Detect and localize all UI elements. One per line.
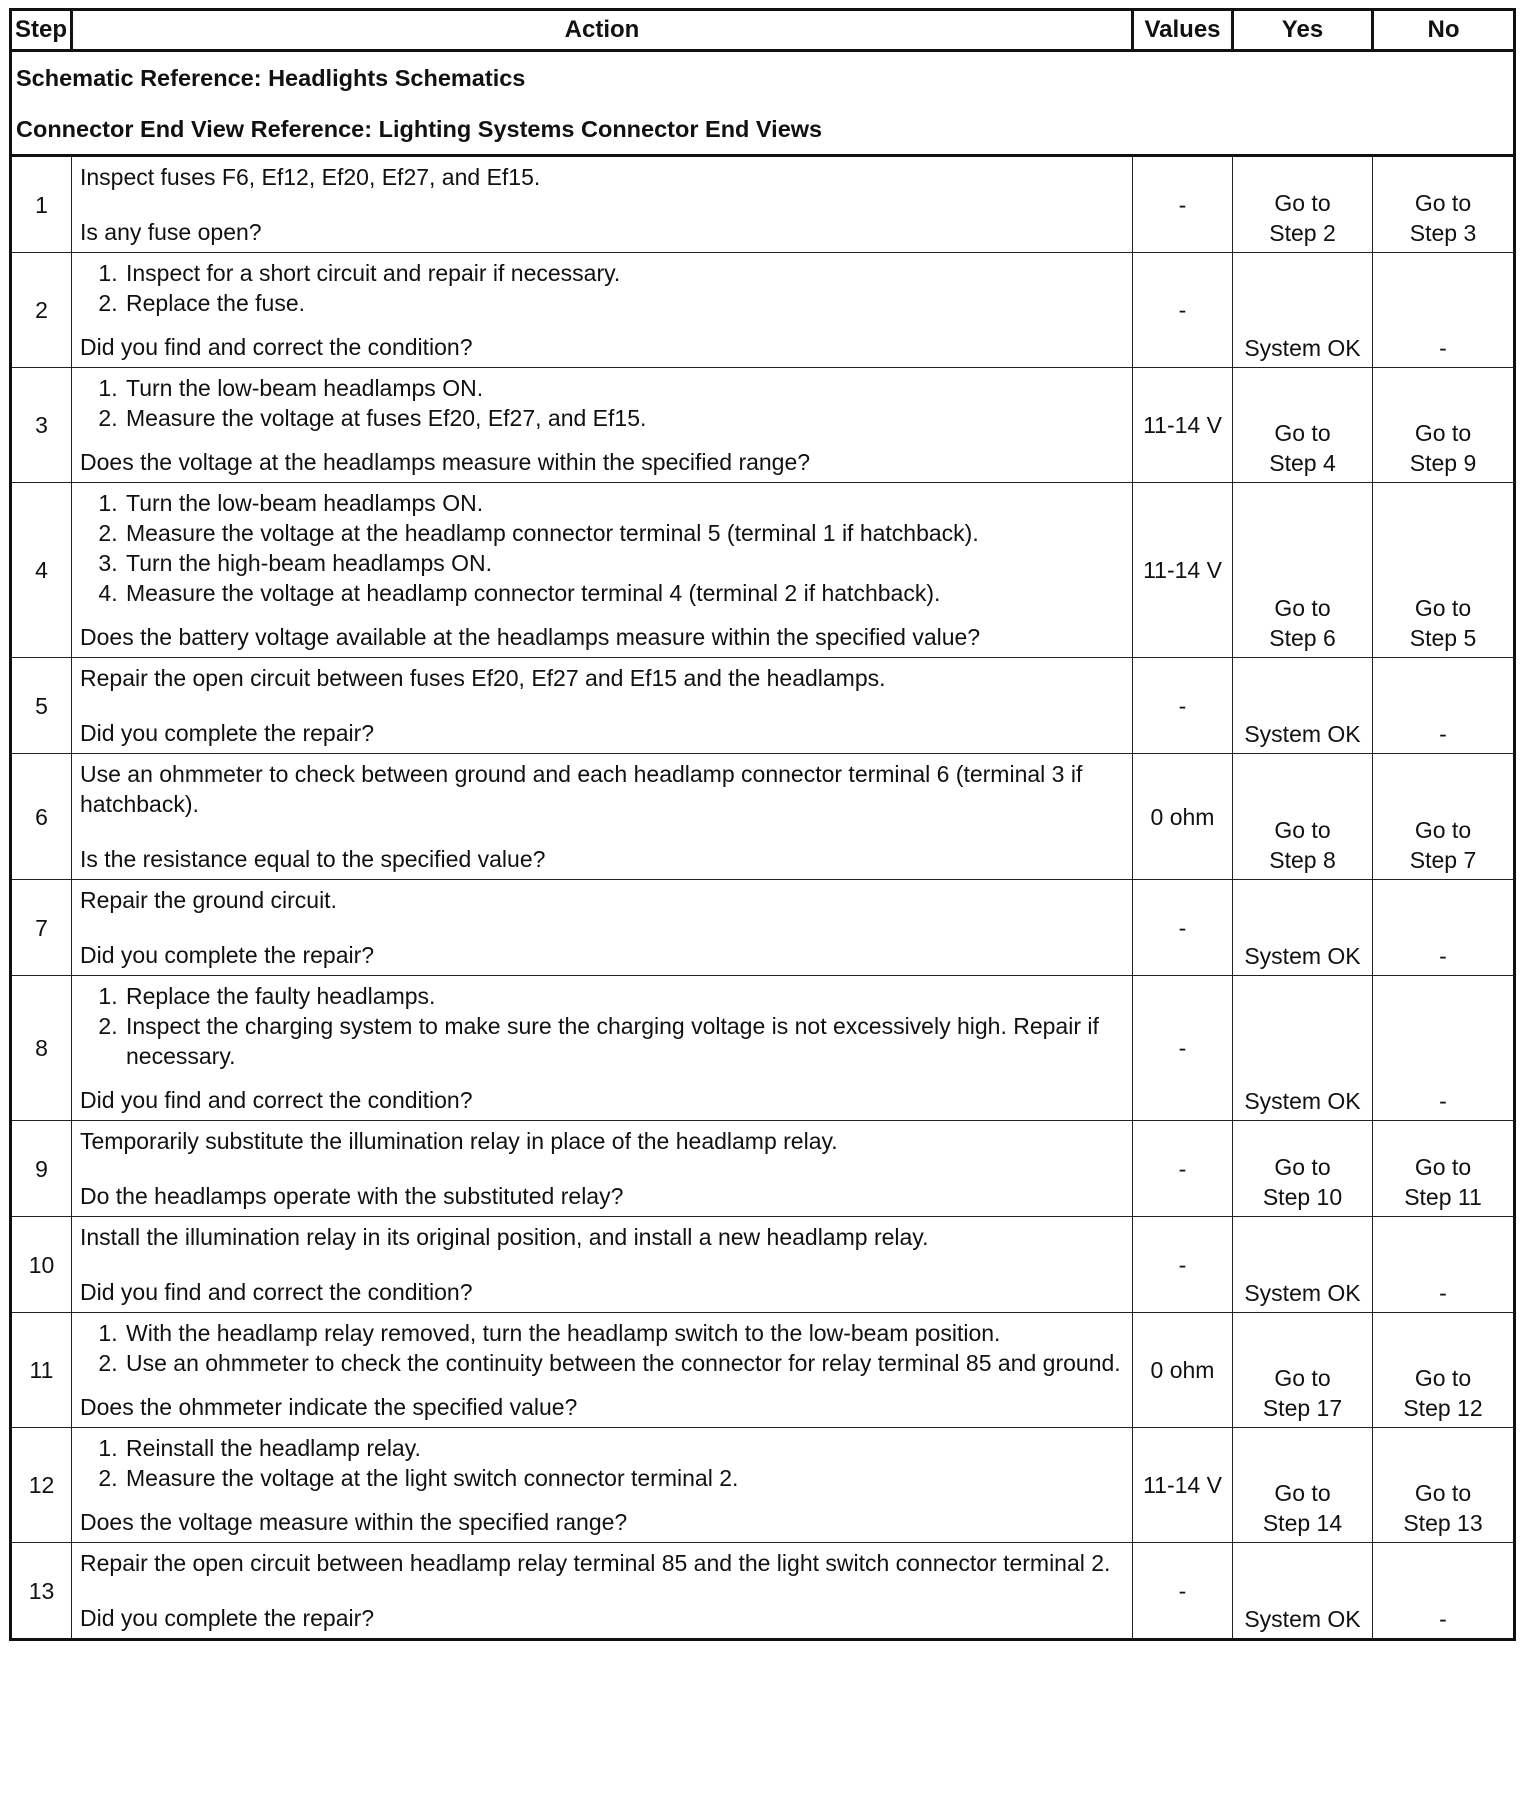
action-list-item: 2. Inspect the charging system to make sure the charging voltage is not excessively high. Repair if necessary. xyxy=(124,1011,1126,1071)
step-no-outcome xyxy=(1373,1313,1515,1428)
yes-header: Yes xyxy=(1233,10,1373,51)
outcome-line: - xyxy=(1439,1606,1447,1632)
step-number: 6 xyxy=(11,754,72,880)
action-list xyxy=(80,488,1126,608)
action-list-item: 2. Measure the voltage at fuses Ef20, Ef27, and Ef15. xyxy=(124,403,1126,433)
outcome-line: Step 11 xyxy=(1404,1184,1482,1210)
step-row xyxy=(11,658,1515,754)
step-number: 3 xyxy=(11,368,72,483)
action-list-item: 2. Replace the fuse. xyxy=(124,288,1126,318)
step-value: - xyxy=(1133,880,1233,976)
outcome-line: Step 13 xyxy=(1403,1510,1483,1536)
outcome-line: Step 3 xyxy=(1409,220,1477,246)
outcome-line: Go to xyxy=(1414,1154,1472,1180)
step-header: Step xyxy=(11,10,72,51)
step-row xyxy=(11,253,1515,368)
step-no-outcome xyxy=(1373,253,1515,368)
outcome-line: - xyxy=(1439,943,1447,969)
action-list-item: 1. With the headlamp relay removed, turn the headlamp switch to the low-beam position. xyxy=(124,1318,1126,1348)
outcome-line: Go to xyxy=(1274,1480,1331,1506)
outcome-line: Step 10 xyxy=(1262,1184,1343,1210)
step-number: 2 xyxy=(11,253,72,368)
spacer xyxy=(80,608,1126,622)
outcome-line: Step 7 xyxy=(1409,847,1477,873)
outcome-line: Go to xyxy=(1414,1480,1472,1506)
step-yes-outcome xyxy=(1233,1543,1373,1640)
outcome-line: Go to xyxy=(1274,420,1331,446)
step-number: 10 xyxy=(11,1217,72,1313)
action-list-item: 2. Measure the voltage at the headlamp connector terminal 5 (terminal 1 if hatchback). xyxy=(124,518,1126,548)
action-question: Does the voltage measure within the specified range? xyxy=(80,1509,628,1535)
step-yes-outcome xyxy=(1233,368,1373,483)
step-value: - xyxy=(1133,1543,1233,1640)
step-row xyxy=(11,976,1515,1121)
values-header: Values xyxy=(1133,10,1233,51)
step-number: 5 xyxy=(11,658,72,754)
step-yes-outcome xyxy=(1233,1313,1373,1428)
step-value: 0 ohm xyxy=(1133,1313,1233,1428)
outcome-line: Step 2 xyxy=(1269,220,1336,246)
step-number: 12 xyxy=(11,1428,72,1543)
outcome-line: - xyxy=(1439,335,1447,361)
outcome-line: Go to xyxy=(1274,817,1331,843)
step-value: - xyxy=(1133,1121,1233,1217)
step-number: 8 xyxy=(11,976,72,1121)
spacer xyxy=(80,1156,1126,1181)
action-instruction: Use an ohmmeter to check between ground and each headlamp connector terminal 6 (terminal 3 if hatchback). xyxy=(80,761,1083,817)
step-action xyxy=(72,880,1133,976)
step-yes-outcome xyxy=(1233,1428,1373,1543)
outcome-line: Go to xyxy=(1274,190,1331,216)
action-list xyxy=(80,258,1126,318)
step-number: 13 xyxy=(11,1543,72,1640)
step-action xyxy=(72,1217,1133,1313)
outcome-line: System OK xyxy=(1244,1606,1361,1632)
outcome-line: Go to xyxy=(1274,1365,1331,1391)
outcome-line: Step 9 xyxy=(1409,450,1477,476)
step-action xyxy=(72,1313,1133,1428)
spacer xyxy=(80,1378,1126,1392)
outcome-line: - xyxy=(1439,721,1447,747)
step-no-outcome xyxy=(1373,1428,1515,1543)
step-row xyxy=(11,1428,1515,1543)
step-no-outcome xyxy=(1373,156,1515,253)
step-yes-outcome xyxy=(1233,483,1373,658)
action-list-item: 1. Turn the low-beam headlamps ON. xyxy=(124,373,1126,403)
outcome-line: Step 5 xyxy=(1409,625,1477,651)
action-list xyxy=(80,1433,1126,1493)
action-question: Did you complete the repair? xyxy=(80,720,375,746)
action-instruction: Repair the ground circuit. xyxy=(80,887,337,913)
outcome-line: Go to xyxy=(1414,817,1472,843)
spacer xyxy=(80,915,1126,940)
action-list-item: 2. Measure the voltage at the light switch connector terminal 2. xyxy=(124,1463,1126,1493)
step-row xyxy=(11,1543,1515,1640)
action-list-item: 2. Use an ohmmeter to check the continuity between the connector for relay terminal 85 and ground. xyxy=(124,1348,1126,1378)
step-value: 11-14 V xyxy=(1133,368,1233,483)
step-yes-outcome xyxy=(1233,253,1373,368)
outcome-line: Go to xyxy=(1414,1365,1472,1391)
no-header: No xyxy=(1373,10,1515,51)
outcome-line: Go to xyxy=(1274,1154,1331,1180)
step-row xyxy=(11,1217,1515,1313)
outcome-line: System OK xyxy=(1244,335,1361,361)
step-action xyxy=(72,658,1133,754)
outcome-line: System OK xyxy=(1244,1088,1361,1114)
outcome-line: Go to xyxy=(1414,190,1472,216)
step-row xyxy=(11,1121,1515,1217)
step-row xyxy=(11,880,1515,976)
step-value: - xyxy=(1133,1217,1233,1313)
outcome-line: Step 14 xyxy=(1262,1510,1343,1536)
step-action xyxy=(72,368,1133,483)
step-row xyxy=(11,156,1515,253)
action-question: Did you find and correct the condition? xyxy=(80,1279,473,1305)
step-number: 9 xyxy=(11,1121,72,1217)
step-value: - xyxy=(1133,658,1233,754)
action-list-item: 1. Turn the low-beam headlamps ON. xyxy=(124,488,1126,518)
action-question: Is any fuse open? xyxy=(80,219,262,245)
step-action xyxy=(72,1428,1133,1543)
spacer xyxy=(80,1071,1126,1085)
header-row xyxy=(11,10,1515,51)
outcome-line: Go to xyxy=(1274,595,1331,621)
action-instruction: Repair the open circuit between headlamp relay terminal 85 and the light switch connector terminal 2. xyxy=(80,1550,1111,1576)
step-action xyxy=(72,976,1133,1121)
spacer xyxy=(80,1578,1126,1603)
outcome-line: System OK xyxy=(1244,721,1361,747)
action-list-item: 1. Reinstall the headlamp relay. xyxy=(124,1433,1126,1463)
action-instruction: Temporarily substitute the illumination relay in place of the headlamp relay. xyxy=(80,1128,838,1154)
spacer xyxy=(80,819,1126,844)
step-action xyxy=(72,1121,1133,1217)
action-list xyxy=(80,1318,1126,1378)
outcome-line: Step 6 xyxy=(1269,625,1336,651)
spacer xyxy=(80,433,1126,447)
step-row xyxy=(11,754,1515,880)
outcome-line: Step 8 xyxy=(1269,847,1336,873)
step-row xyxy=(11,483,1515,658)
step-number: 11 xyxy=(11,1313,72,1428)
step-number: 4 xyxy=(11,483,72,658)
outcome-line: - xyxy=(1439,1088,1447,1114)
action-list xyxy=(80,373,1126,433)
step-yes-outcome xyxy=(1233,754,1373,880)
spacer xyxy=(80,1252,1126,1277)
step-no-outcome xyxy=(1373,483,1515,658)
spacer xyxy=(80,192,1126,217)
action-question: Do the headlamps operate with the substituted relay? xyxy=(80,1183,624,1209)
step-row xyxy=(11,1313,1515,1428)
step-no-outcome xyxy=(1373,368,1515,483)
step-no-outcome xyxy=(1373,1121,1515,1217)
step-yes-outcome xyxy=(1233,976,1373,1121)
step-yes-outcome xyxy=(1233,1217,1373,1313)
outcome-line: Go to xyxy=(1414,420,1472,446)
step-action xyxy=(72,1543,1133,1640)
outcome-line: System OK xyxy=(1244,943,1361,969)
action-list xyxy=(80,981,1126,1071)
outcome-line: Go to xyxy=(1414,595,1472,621)
step-value: - xyxy=(1133,976,1233,1121)
outcome-line: - xyxy=(1439,1280,1447,1306)
step-no-outcome xyxy=(1373,1217,1515,1313)
step-value: - xyxy=(1133,156,1233,253)
action-question: Does the voltage at the headlamps measure within the specified range? xyxy=(80,449,811,475)
action-question: Did you complete the repair? xyxy=(80,1605,375,1631)
schematic-reference: Schematic Reference: Headlights Schematics xyxy=(11,51,1515,105)
spacer xyxy=(80,318,1126,332)
action-list-item: 1. Replace the faulty headlamps. xyxy=(124,981,1126,1011)
step-no-outcome xyxy=(1373,658,1515,754)
step-number: 7 xyxy=(11,880,72,976)
step-action xyxy=(72,483,1133,658)
step-action xyxy=(72,253,1133,368)
step-action xyxy=(72,754,1133,880)
spacer xyxy=(80,1493,1126,1507)
action-list-item: 3. Turn the high-beam headlamps ON. xyxy=(124,548,1126,578)
step-value: 0 ohm xyxy=(1133,754,1233,880)
step-no-outcome xyxy=(1373,754,1515,880)
schematic-reference-row xyxy=(11,51,1515,105)
outcome-line: System OK xyxy=(1244,1280,1361,1306)
step-no-outcome xyxy=(1373,880,1515,976)
outcome-line: Step 17 xyxy=(1262,1395,1343,1421)
action-question: Did you find and correct the condition? xyxy=(80,334,473,360)
step-yes-outcome xyxy=(1233,658,1373,754)
outcome-line: Step 4 xyxy=(1269,450,1336,476)
step-row xyxy=(11,368,1515,483)
step-action xyxy=(72,156,1133,253)
action-question: Did you find and correct the condition? xyxy=(80,1087,473,1113)
step-yes-outcome xyxy=(1233,156,1373,253)
action-list-item: 1. Inspect for a short circuit and repair if necessary. xyxy=(124,258,1126,288)
spacer xyxy=(80,693,1126,718)
step-no-outcome xyxy=(1373,1543,1515,1640)
action-instruction: Repair the open circuit between fuses Ef20, Ef27 and Ef15 and the headlamps. xyxy=(80,665,886,691)
step-value: 11-14 V xyxy=(1133,1428,1233,1543)
step-yes-outcome xyxy=(1233,1121,1373,1217)
action-list-item: 4. Measure the voltage at headlamp connector terminal 4 (terminal 2 if hatchback). xyxy=(124,578,1126,608)
step-value: - xyxy=(1133,253,1233,368)
step-yes-outcome xyxy=(1233,880,1373,976)
action-header: Action xyxy=(72,10,1133,51)
connector-reference-row xyxy=(11,104,1515,156)
outcome-line: Step 12 xyxy=(1403,1395,1483,1421)
action-instruction: Install the illumination relay in its original position, and install a new headlamp relay. xyxy=(80,1224,929,1250)
action-question: Does the ohmmeter indicate the specified value? xyxy=(80,1394,578,1420)
action-question: Did you complete the repair? xyxy=(80,942,375,968)
step-value: 11-14 V xyxy=(1133,483,1233,658)
step-number: 1 xyxy=(11,156,72,253)
diagnostic-table xyxy=(9,8,1516,1641)
action-question: Does the battery voltage available at the headlamps measure within the specified value? xyxy=(80,624,981,650)
step-no-outcome xyxy=(1373,976,1515,1121)
action-instruction: Inspect fuses F6, Ef12, Ef20, Ef27, and Ef15. xyxy=(80,164,541,190)
action-question: Is the resistance equal to the specified value? xyxy=(80,846,546,872)
connector-reference: Connector End View Reference: Lighting Systems Connector End Views xyxy=(11,104,1515,156)
